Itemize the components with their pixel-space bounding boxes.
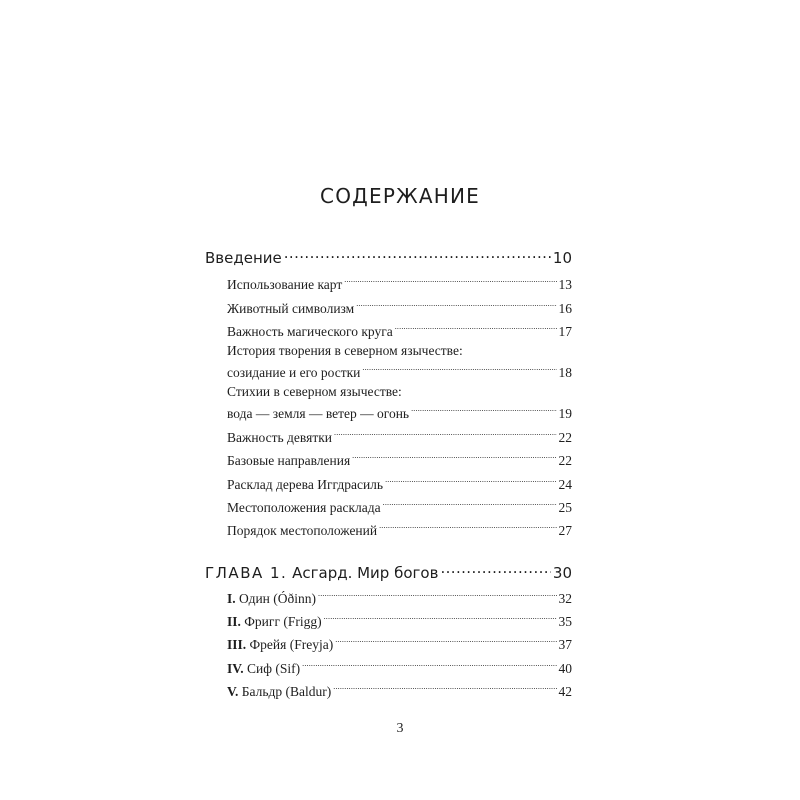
dot-leader: [352, 447, 556, 465]
toc-entry[interactable]: [227, 295, 572, 316]
toc-entry-title: созидание и его ростки: [227, 365, 361, 380]
toc-entry-title: Животный символизм: [227, 301, 355, 316]
roman-numeral: IV.: [227, 661, 244, 676]
toc-entry-title: Базовые направления: [227, 453, 351, 468]
toc-entry[interactable]: [227, 494, 572, 515]
page-title: СОДЕРЖАНИЕ: [320, 184, 480, 208]
toc-entry[interactable]: [227, 608, 572, 629]
dot-leader: [383, 494, 557, 512]
chapter-title: Асгард. Мир богов: [292, 564, 439, 582]
toc-entry-title: [227, 636, 333, 654]
dot-leader: [379, 517, 556, 535]
dot-leader: [333, 678, 556, 696]
toc-page-number: 17: [558, 324, 572, 339]
toc-page-number: 27: [558, 523, 572, 538]
toc-page-number: 16: [558, 301, 572, 316]
dot-leader: [318, 585, 556, 603]
toc-page-number: 24: [558, 477, 572, 492]
toc-entry[interactable]: [227, 359, 572, 380]
toc-page-number: 22: [558, 453, 572, 468]
deity-name: Сиф (Sif): [247, 661, 301, 676]
toc-entry-title-line1: Стихии в северном язычестве:: [227, 384, 402, 399]
toc-page-number: 22: [558, 430, 572, 445]
toc-entry[interactable]: [227, 400, 572, 421]
deity-name: Один (Óðinn): [239, 591, 317, 606]
toc-entry-title: [227, 660, 300, 678]
dot-leader: [440, 558, 550, 578]
toc-entry[interactable]: [227, 655, 572, 676]
toc-entry-chapter-1[interactable]: [205, 558, 572, 582]
roman-numeral: II.: [227, 614, 241, 629]
dot-leader: [344, 271, 556, 289]
toc-entry[interactable]: [227, 271, 572, 292]
deity-name: Бальдр (Baldur): [241, 684, 332, 699]
dot-leader: [385, 471, 556, 489]
toc-entry-title: [205, 563, 438, 583]
toc-entry-title: [227, 683, 331, 701]
toc-entry[interactable]: [227, 471, 572, 492]
roman-numeral: I.: [227, 591, 236, 606]
toc-entry[interactable]: [227, 424, 572, 445]
toc-page-number: 37: [558, 637, 572, 652]
deity-name: Фрейя (Freyja): [249, 637, 334, 652]
toc-page-number: 42: [558, 684, 572, 699]
toc-page-number: 32: [558, 591, 572, 606]
chapter-label: ГЛАВА 1.: [205, 564, 288, 582]
dot-leader: [334, 424, 556, 442]
toc-page-number: 25: [558, 500, 572, 515]
toc-entry[interactable]: [227, 631, 572, 652]
toc-page-number: 30: [552, 564, 572, 582]
roman-numeral: III.: [227, 637, 247, 652]
toc-entry-title: Расклад дерева Иггдрасиль: [227, 477, 384, 492]
dot-leader: [362, 359, 556, 377]
toc-page-number: 10: [552, 249, 572, 267]
toc-entry-title: Введение: [205, 249, 282, 267]
toc-entry-title: Важность девятки: [227, 430, 333, 445]
toc-entry[interactable]: [227, 585, 572, 606]
dot-leader: [411, 400, 556, 418]
page-number-folio: 3: [396, 721, 404, 736]
dot-leader: [324, 608, 557, 626]
toc-page-number: 13: [558, 277, 572, 292]
roman-numeral: V.: [227, 684, 239, 699]
toc-page-number: 40: [558, 661, 572, 676]
toc-page-number: 35: [558, 614, 572, 629]
deity-name: Фригг (Frigg): [244, 614, 322, 629]
toc-page-number: 19: [558, 406, 572, 421]
toc-entry-title: Порядок местоположений: [227, 523, 378, 538]
dot-leader: [335, 631, 556, 649]
toc-entry-title: Использование карт: [227, 277, 343, 292]
dot-leader: [284, 243, 551, 263]
toc-entry-title: [227, 613, 322, 631]
toc-page-number: 18: [558, 365, 572, 380]
toc-entry-title: Местоположения расклада: [227, 500, 381, 515]
toc-entry-introduction[interactable]: [205, 243, 572, 267]
toc-entry-title: вода — земля — ветер — огонь: [227, 406, 410, 421]
toc-entry[interactable]: [227, 678, 572, 699]
toc-entry[interactable]: [227, 318, 572, 339]
toc-entry[interactable]: [227, 447, 572, 468]
toc-entry-title: [227, 590, 316, 608]
toc-entry[interactable]: [227, 517, 572, 538]
dot-leader: [395, 318, 557, 336]
toc-entry-title: Важность магического круга: [227, 324, 393, 339]
dot-leader: [356, 295, 556, 313]
toc-entry-title-line1: История творения в северном язычестве:: [227, 343, 463, 358]
dot-leader: [302, 655, 556, 673]
